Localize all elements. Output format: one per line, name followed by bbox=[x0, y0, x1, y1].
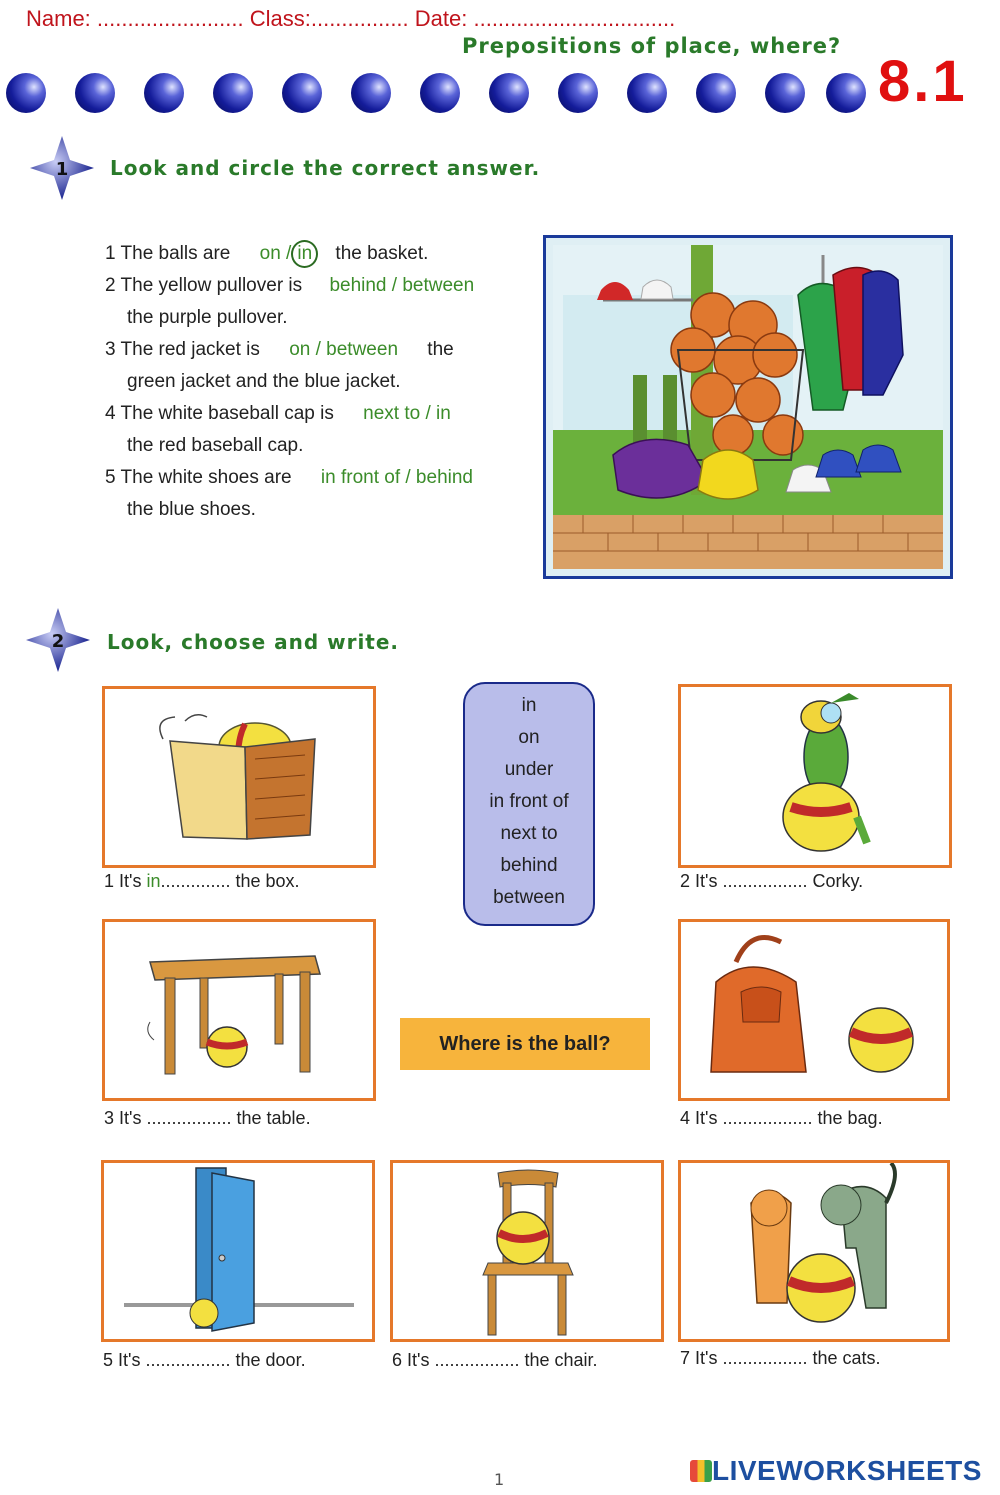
caption-1: 1 It's in.............. the box. bbox=[104, 871, 300, 891]
word-bank-item: in bbox=[521, 695, 537, 716]
unit-number: 8.1 bbox=[878, 49, 968, 114]
dot-icon bbox=[826, 73, 866, 113]
exercise-number: 2 bbox=[51, 631, 65, 652]
word-bank-item: next to bbox=[500, 823, 558, 844]
exercise1-title: Look and circle the correct answer. bbox=[110, 156, 541, 180]
dot-icon bbox=[75, 73, 115, 113]
option-choice[interactable]: on / between bbox=[289, 339, 399, 360]
corky-ball-illustration bbox=[681, 687, 949, 865]
word-bank-item: between bbox=[493, 887, 565, 908]
dot-icon bbox=[765, 73, 805, 113]
class-field[interactable]: Class:................ bbox=[249, 6, 409, 31]
list-item-continuation: the blue shoes. bbox=[127, 499, 256, 520]
exercise-number: 1 bbox=[55, 159, 69, 180]
option-choice[interactable]: in front of / behind bbox=[320, 467, 473, 488]
caption-6: 6 It's ................. the chair. bbox=[392, 1350, 598, 1370]
dot-icon bbox=[558, 73, 598, 113]
picture-ball-between-cats bbox=[678, 1160, 950, 1342]
list-item: 4 The white baseball cap is next to / in bbox=[105, 403, 451, 424]
decorative-dot-row bbox=[6, 73, 866, 113]
word-bank-item: on bbox=[518, 727, 540, 748]
box-ball-illustration bbox=[105, 689, 373, 865]
list-item: 5 The white shoes are in front of / behind bbox=[105, 467, 473, 488]
cats-ball-illustration bbox=[681, 1163, 947, 1339]
brand-logo[interactable]: LIVEWORKSHEETS bbox=[690, 1455, 982, 1487]
list-item: 2 The yellow pullover is behind / between bbox=[105, 275, 475, 296]
picture-ball-corky bbox=[678, 684, 952, 868]
picture-ball-under-table bbox=[102, 919, 376, 1101]
dot-icon bbox=[351, 73, 391, 113]
list-item-continuation: the purple pullover. bbox=[127, 307, 288, 328]
dot-icon bbox=[696, 73, 736, 113]
picture-ball-behind-door bbox=[101, 1160, 375, 1342]
option-on[interactable]: on / bbox=[259, 243, 292, 264]
dot-icon bbox=[213, 73, 253, 113]
word-bank-item: under bbox=[504, 759, 554, 780]
dot-icon bbox=[627, 73, 667, 113]
shop-window-illustration bbox=[543, 235, 953, 579]
logo-icon bbox=[690, 1460, 712, 1482]
picture-ball-in-box bbox=[102, 686, 376, 868]
list-item-continuation: the red baseball cap. bbox=[127, 435, 304, 456]
dot-icon bbox=[144, 73, 184, 113]
picture-ball-on-chair bbox=[390, 1160, 664, 1342]
answer-field[interactable]: in bbox=[146, 871, 161, 891]
caption-7: 7 It's ................. the cats. bbox=[680, 1348, 881, 1368]
dot-icon bbox=[282, 73, 322, 113]
list-item: 3 The red jacket is on / between the bbox=[105, 339, 454, 360]
page-number: 1 bbox=[494, 1470, 505, 1489]
list-item: 1 The balls are on / in the basket. bbox=[105, 238, 428, 270]
dot-icon bbox=[420, 73, 460, 113]
date-field[interactable]: Date: ................................. bbox=[414, 6, 676, 31]
option-in-circled[interactable]: in bbox=[291, 240, 318, 268]
question-banner: Where is the ball? bbox=[400, 1018, 650, 1070]
list-item-continuation: green jacket and the blue jacket. bbox=[127, 371, 401, 392]
option-choice[interactable]: next to / in bbox=[363, 403, 451, 424]
dot-icon bbox=[6, 73, 46, 113]
dot-icon bbox=[489, 73, 529, 113]
student-info-line bbox=[26, 6, 675, 32]
exercise-star-icon bbox=[30, 136, 94, 200]
caption-3: 3 It's ................. the table. bbox=[104, 1108, 311, 1128]
chair-ball-illustration bbox=[393, 1163, 661, 1339]
option-choice[interactable]: behind / between bbox=[329, 275, 475, 296]
word-bank bbox=[463, 682, 595, 926]
exercise2-title: Look, choose and write. bbox=[107, 630, 400, 654]
caption-2: 2 It's ................. Corky. bbox=[680, 871, 864, 891]
picture-ball-next-to-bag bbox=[678, 919, 950, 1101]
word-bank-item: behind bbox=[500, 855, 558, 876]
word-bank-item: in front of bbox=[489, 791, 569, 812]
bag-ball-illustration bbox=[681, 922, 947, 1098]
name-field[interactable]: Name: ........................ bbox=[26, 6, 244, 31]
caption-4: 4 It's .................. the bag. bbox=[680, 1108, 883, 1128]
worksheet-subtitle: Prepositions of place, where? bbox=[462, 34, 842, 58]
table-ball-illustration bbox=[105, 922, 373, 1098]
caption-5: 5 It's ................. the door. bbox=[103, 1350, 306, 1370]
door-ball-illustration bbox=[104, 1163, 372, 1339]
exercise-star-icon bbox=[26, 608, 90, 672]
